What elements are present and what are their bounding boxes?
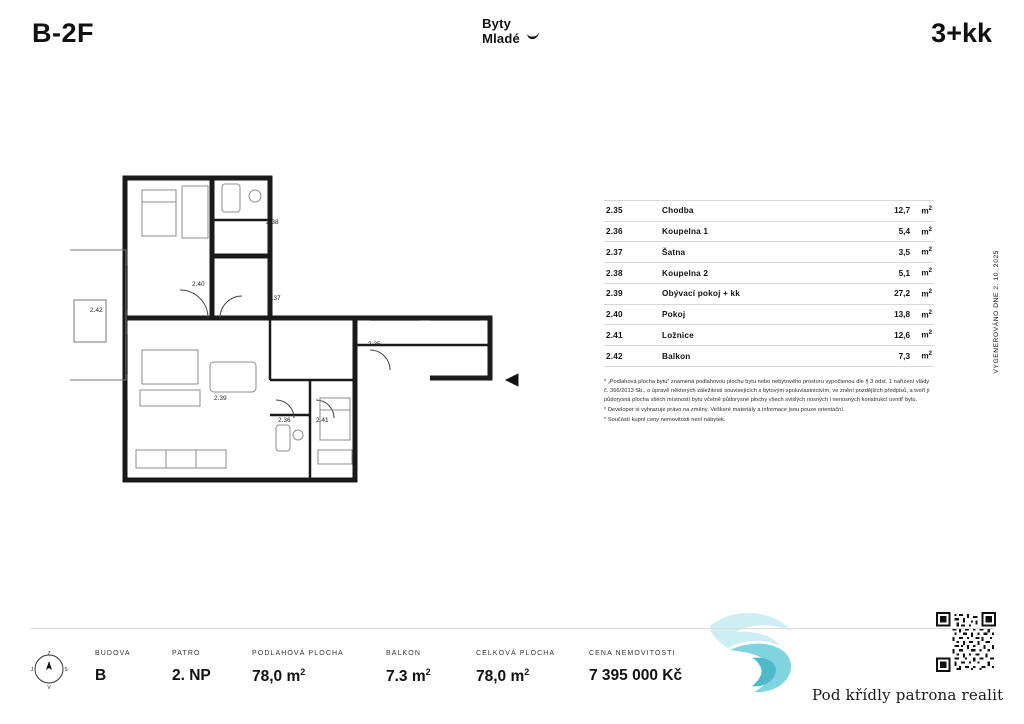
footer-value-text: 78,0 m	[252, 668, 301, 686]
footer-label: PATRO	[172, 650, 201, 657]
footer-label: CENA NEMOVITOSTI	[589, 650, 676, 657]
room-schedule-body	[604, 201, 934, 367]
footer-value: B	[95, 667, 107, 684]
compass-icon	[28, 648, 70, 690]
footer-value-sup: 2	[524, 667, 530, 677]
table-row	[604, 283, 934, 304]
brand-text	[482, 16, 520, 47]
room-name: Koupelna 2	[660, 263, 863, 284]
room-code: 2.42	[604, 346, 660, 367]
layout-type: 3+kk	[931, 18, 992, 48]
room-unit: $m^2$	[912, 325, 934, 346]
table-row	[604, 201, 934, 222]
room-unit: $m^2$	[912, 283, 934, 304]
footer-label: BUDOVA	[95, 650, 131, 657]
swoosh-icon	[526, 28, 542, 44]
room-name: Chodba	[660, 201, 863, 222]
room-name: Obývací pokoj + kk	[660, 283, 863, 304]
table-row	[604, 346, 934, 367]
room-name: Ložnice	[660, 325, 863, 346]
room-code: 2.39	[604, 283, 660, 304]
brand-line-2: Mladé	[482, 31, 520, 47]
room-area: 27,2	[863, 283, 912, 304]
room-code: 2.38	[604, 263, 660, 284]
room-code: 2.37	[604, 242, 660, 263]
floor-plan-svg	[70, 150, 550, 510]
footer-value-text: 7.3 m	[386, 668, 426, 686]
legal-disclaimer	[604, 378, 934, 426]
room-code: 2.36	[604, 221, 660, 242]
room-name: Pokoj	[660, 304, 863, 325]
footer-item-celkova-plocha	[476, 650, 555, 686]
footer-value	[476, 667, 555, 686]
room-area: 5,1	[863, 263, 912, 284]
room-name: Šatna	[660, 242, 863, 263]
room-unit: $m^2$	[912, 221, 934, 242]
legal-line-3: * Součástí kupní ceny nemovitosti není nábytek.	[604, 417, 726, 424]
footer-label: BALKON	[386, 650, 421, 657]
footer-item-patro	[172, 650, 211, 685]
room-schedule-table	[604, 200, 934, 367]
footer-item-balkon	[386, 650, 431, 686]
room-name: Balkon	[660, 346, 863, 367]
plan-label-2-39: 2.39	[214, 395, 227, 402]
plan-label-2-38: 2.38	[266, 219, 279, 226]
generated-date: VYGENEROVÁNO DNE 2. 10. 2025	[993, 250, 1000, 374]
legal-line-1: * „Podlahová plocha bytu“ znamená podlahovou plochu bytu nebo nebytového prostoru vypočtenou dle § 3 odst. 1 nařízení vlády č. 366/2013 Sb., o úpravě některých záležitostí souvisejících s bytovým spoluvlastnictvím, ve znění pozdějších předpisů, a tvoří ji půdorysná plocha všech místností bytu včetně půdorysné plochy všech svislých nosných i nenosných konstrukcí uvnitř bytu.	[604, 379, 930, 404]
page-header	[0, 0, 1024, 70]
footer-value: 7 395 000 Kč	[589, 667, 683, 684]
plan-label-2-41: 2.41	[316, 417, 329, 424]
footer-value-text: 78,0 m	[476, 668, 525, 686]
table-row	[604, 325, 934, 346]
footer-value-sup: 2	[300, 667, 306, 677]
room-unit: $m^2$	[912, 346, 934, 367]
room-area: 3,5	[863, 242, 912, 263]
legal-line-2: * Developer si vyhrazuje právo na změny. Veškeré materiály a informace jsou pouze orientační.	[604, 407, 845, 414]
footer-label: CELKOVÁ PLOCHA	[476, 650, 556, 657]
svg-text:V: V	[47, 685, 51, 690]
plan-label-2-40: 2.40	[192, 281, 205, 288]
room-code: 2.35	[604, 201, 660, 222]
table-row	[604, 263, 934, 284]
footer-item-podlahova-plocha	[252, 650, 344, 686]
footer-item-cena	[589, 650, 682, 685]
room-area: 12,7	[863, 201, 912, 222]
footer-value: 2. NP	[172, 667, 211, 684]
table-row	[604, 221, 934, 242]
svg-text:S: S	[64, 667, 68, 673]
room-area: 7,3	[863, 346, 912, 367]
page-footer	[0, 640, 1024, 710]
footer-value	[252, 667, 344, 686]
room-name: Koupelna 1	[660, 221, 863, 242]
room-unit: $m^2$	[912, 242, 934, 263]
room-area: 5,4	[863, 221, 912, 242]
room-area: 12,6	[863, 325, 912, 346]
floor-plan	[70, 150, 550, 510]
footer-divider	[30, 628, 994, 629]
room-code: 2.40	[604, 304, 660, 325]
footer-label: PODLAHOVÁ PLOCHA	[252, 650, 344, 657]
room-unit: $m^2$	[912, 201, 934, 222]
footer-value	[386, 667, 431, 686]
svg-text:J: J	[30, 667, 34, 673]
room-area: 13,8	[863, 304, 912, 325]
plan-label-2-42: 2.42	[90, 307, 103, 314]
plan-label-2-36: 2.36	[278, 417, 291, 424]
table-row	[604, 304, 934, 325]
footer-item-budova	[95, 650, 131, 685]
tagline: Pod křídly patrona realit	[812, 686, 1004, 704]
table-row	[604, 242, 934, 263]
plan-label-2-35: 2.35	[368, 341, 381, 348]
brand-logo	[482, 16, 542, 47]
footer-value-sup: 2	[425, 667, 431, 677]
unit-code: B-2F	[32, 18, 94, 48]
room-unit: $m^2$	[912, 263, 934, 284]
room-unit: $m^2$	[912, 304, 934, 325]
brand-line-1: Byty	[482, 16, 512, 31]
svg-text:Z: Z	[47, 651, 51, 657]
plan-label-2-37: 2.37	[268, 295, 281, 302]
room-code: 2.41	[604, 325, 660, 346]
